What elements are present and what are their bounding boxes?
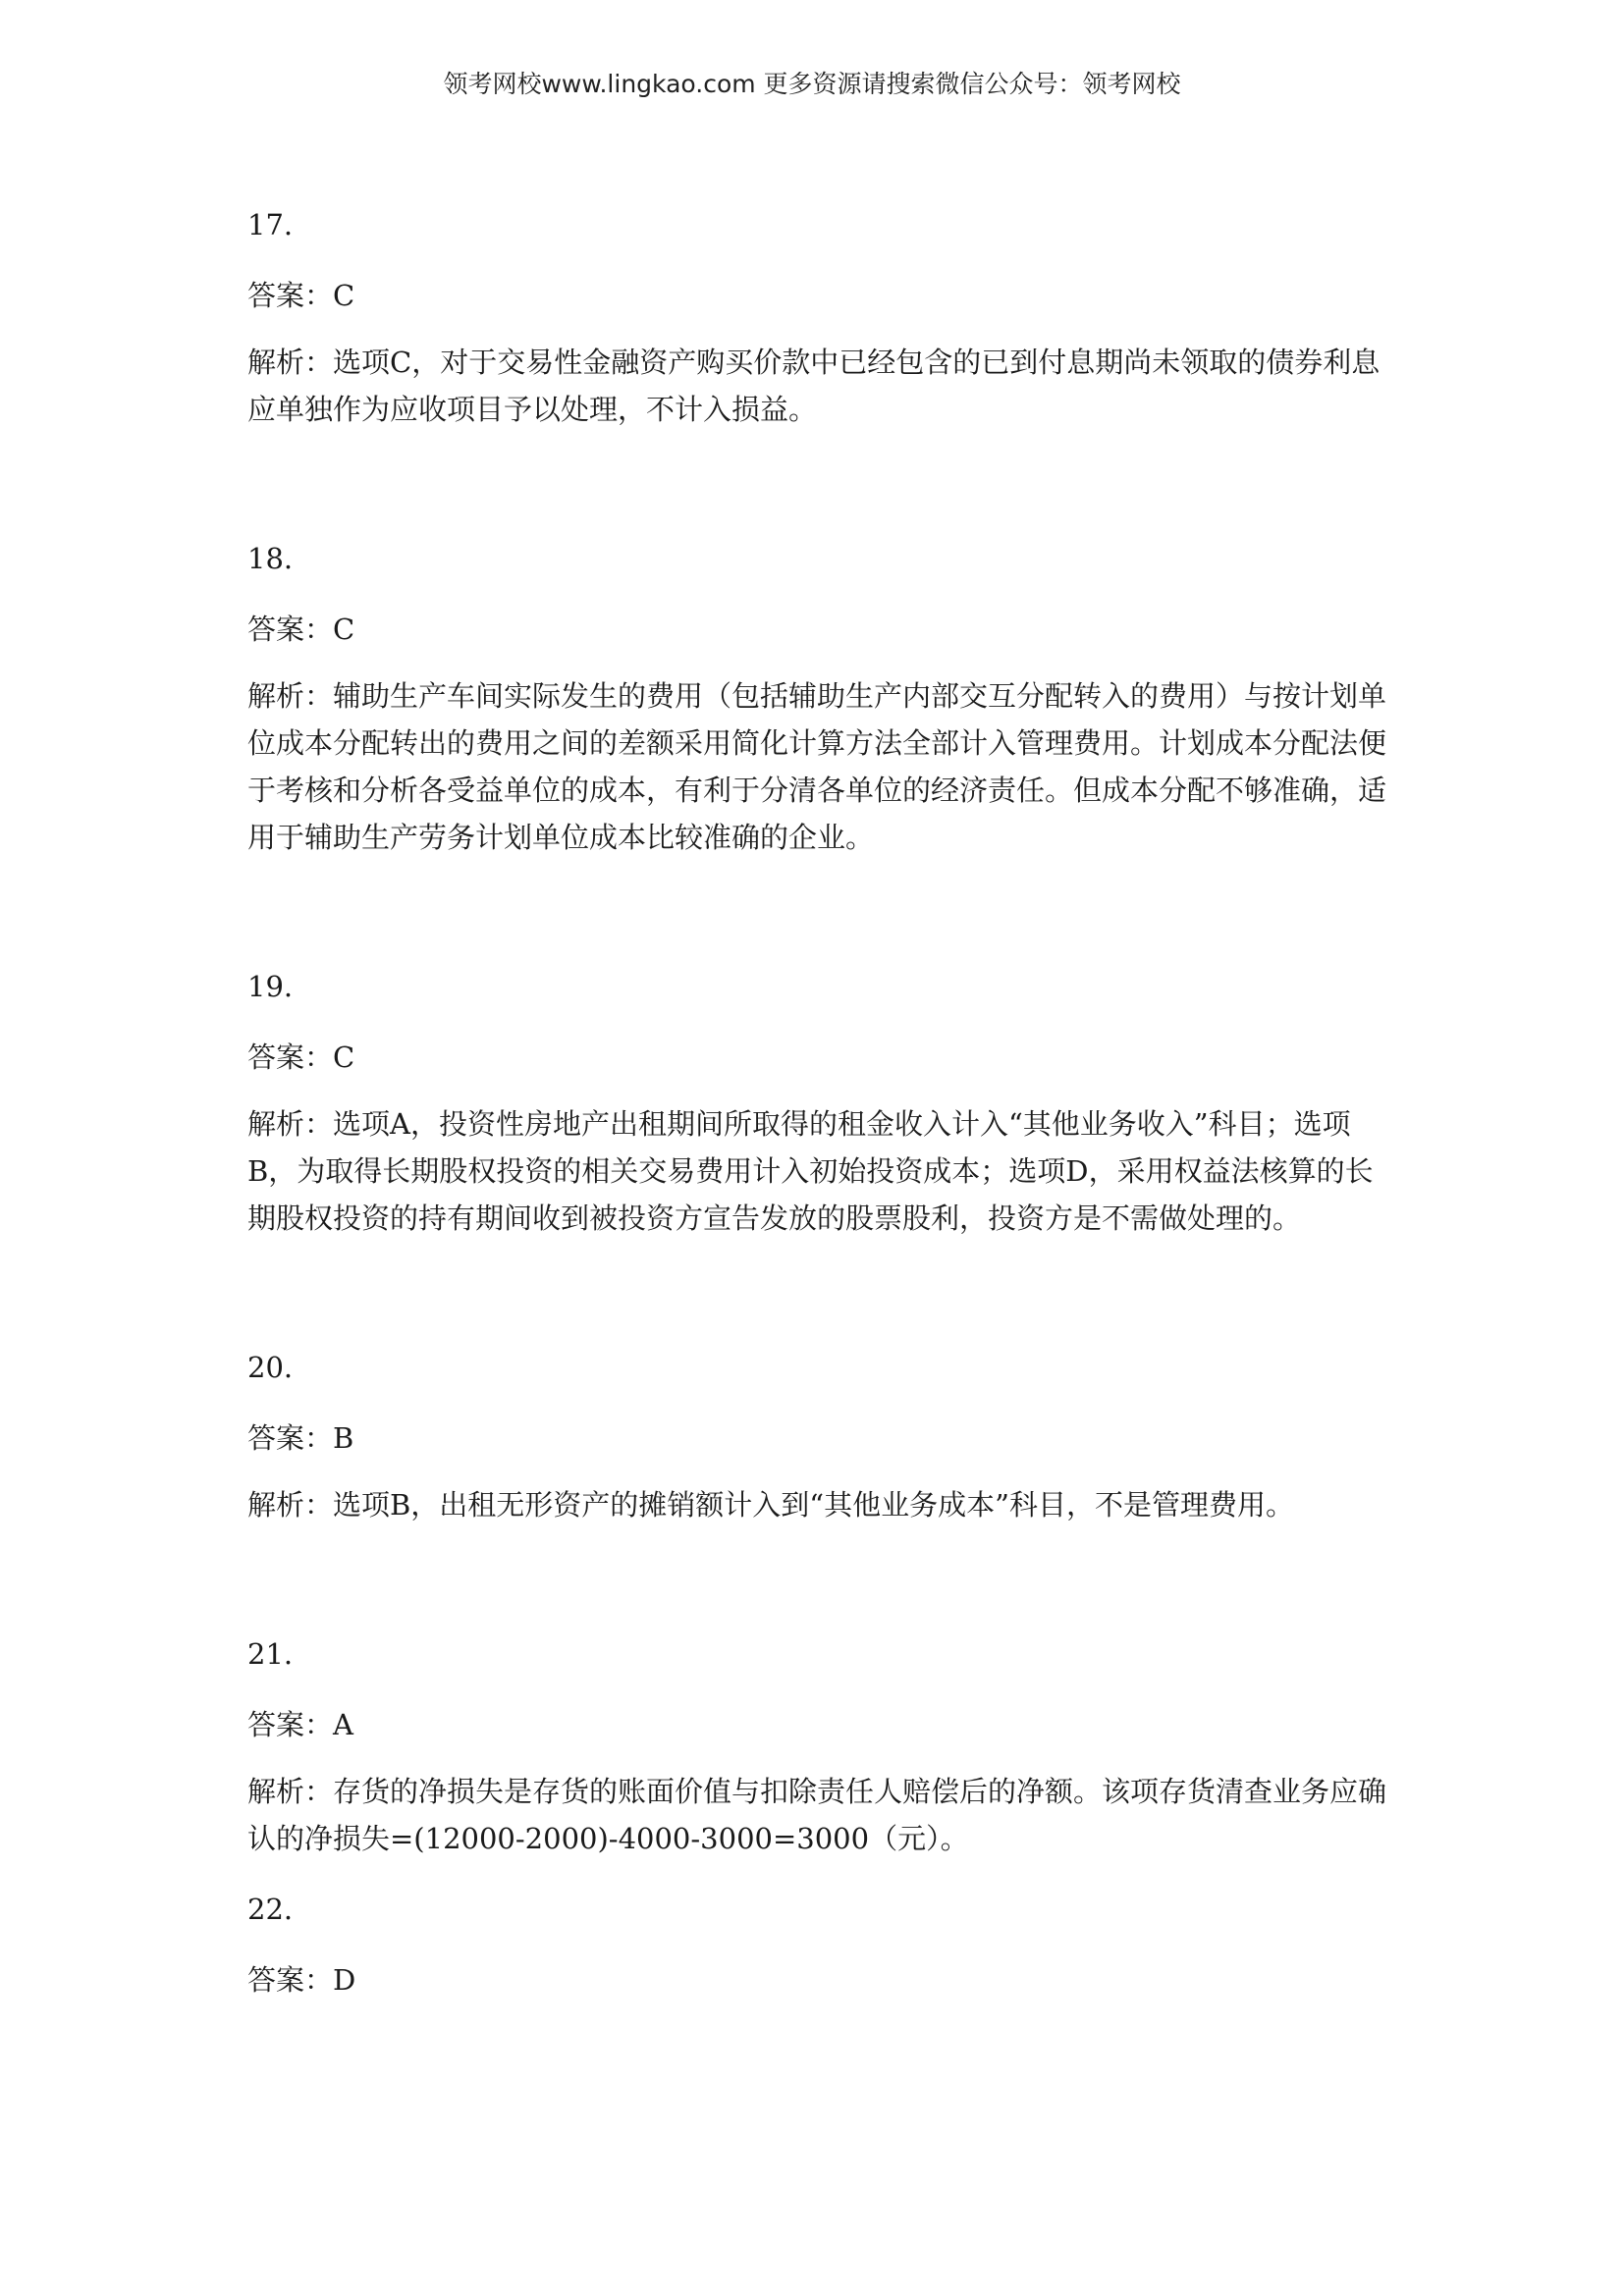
analysis-text: 解析：存货的净损失是存货的账面价值与扣除责任人赔偿后的净额。该项存货清查业务应确认的净损失=(12000-2000)-4000-3000=3000（元）。 [247,1775,1387,1855]
question-item-20 [247,1344,1386,1528]
answer-text: 答案：C [247,1041,355,1074]
question-item-21 [247,1630,1386,1862]
answer-text: 答案：B [247,1421,354,1455]
question-item-18 [247,535,1386,861]
question-number: 18. [247,542,294,575]
question-number: 17. [247,208,294,241]
question-number: 21. [247,1637,294,1671]
answer-text: 答案：C [247,613,355,646]
analysis-text: 解析：选项C，对于交易性金融资产购买价款中已经包含的已到付息期尚未领取的债券利息应单独作为应收项目予以处理，不计入损益。 [247,346,1380,426]
question-number: 19. [247,970,294,1003]
answer-text: 答案：A [247,1708,353,1741]
page-header: 领考网校www.lingkao.com 更多资源请搜索微信公众号：领考网校 [443,70,1181,98]
question-item-19 [247,963,1386,1242]
question-number: 22. [247,1893,294,1926]
question-item-22 [247,1886,1386,2003]
answer-text: 答案：C [247,279,355,312]
analysis-text: 解析：辅助生产车间实际发生的费用（包括辅助生产内部交互分配转入的费用）与按计划单位成本分配转出的费用之间的差额采用简化计算方法全部计入管理费用。计划成本分配法便于考核和分析各受益单位的成本，有利于分清各单位的经济责任。但成本分配不够准确，适用于辅助生产劳务计划单位成本比较准确的企业。 [247,679,1387,854]
analysis-text: 解析：选项A，投资性房地产出租期间所取得的租金收入计入“其他业务收入”科目；选项B，为取得长期股权投资的相关交易费用计入初始投资成本；选项D，采用权益法核算的长期股权投资的持有期间收到被投资方宣告发放的股票股利，投资方是不需做处理的。 [247,1107,1374,1235]
analysis-text: 解析：选项B，出租无形资产的摊销额计入到“其他业务成本”科目，不是管理费用。 [247,1488,1294,1522]
question-item-17 [247,201,1386,433]
answer-text: 答案：D [247,1963,356,1997]
question-number: 20. [247,1351,294,1384]
answer-list [247,201,1386,2023]
